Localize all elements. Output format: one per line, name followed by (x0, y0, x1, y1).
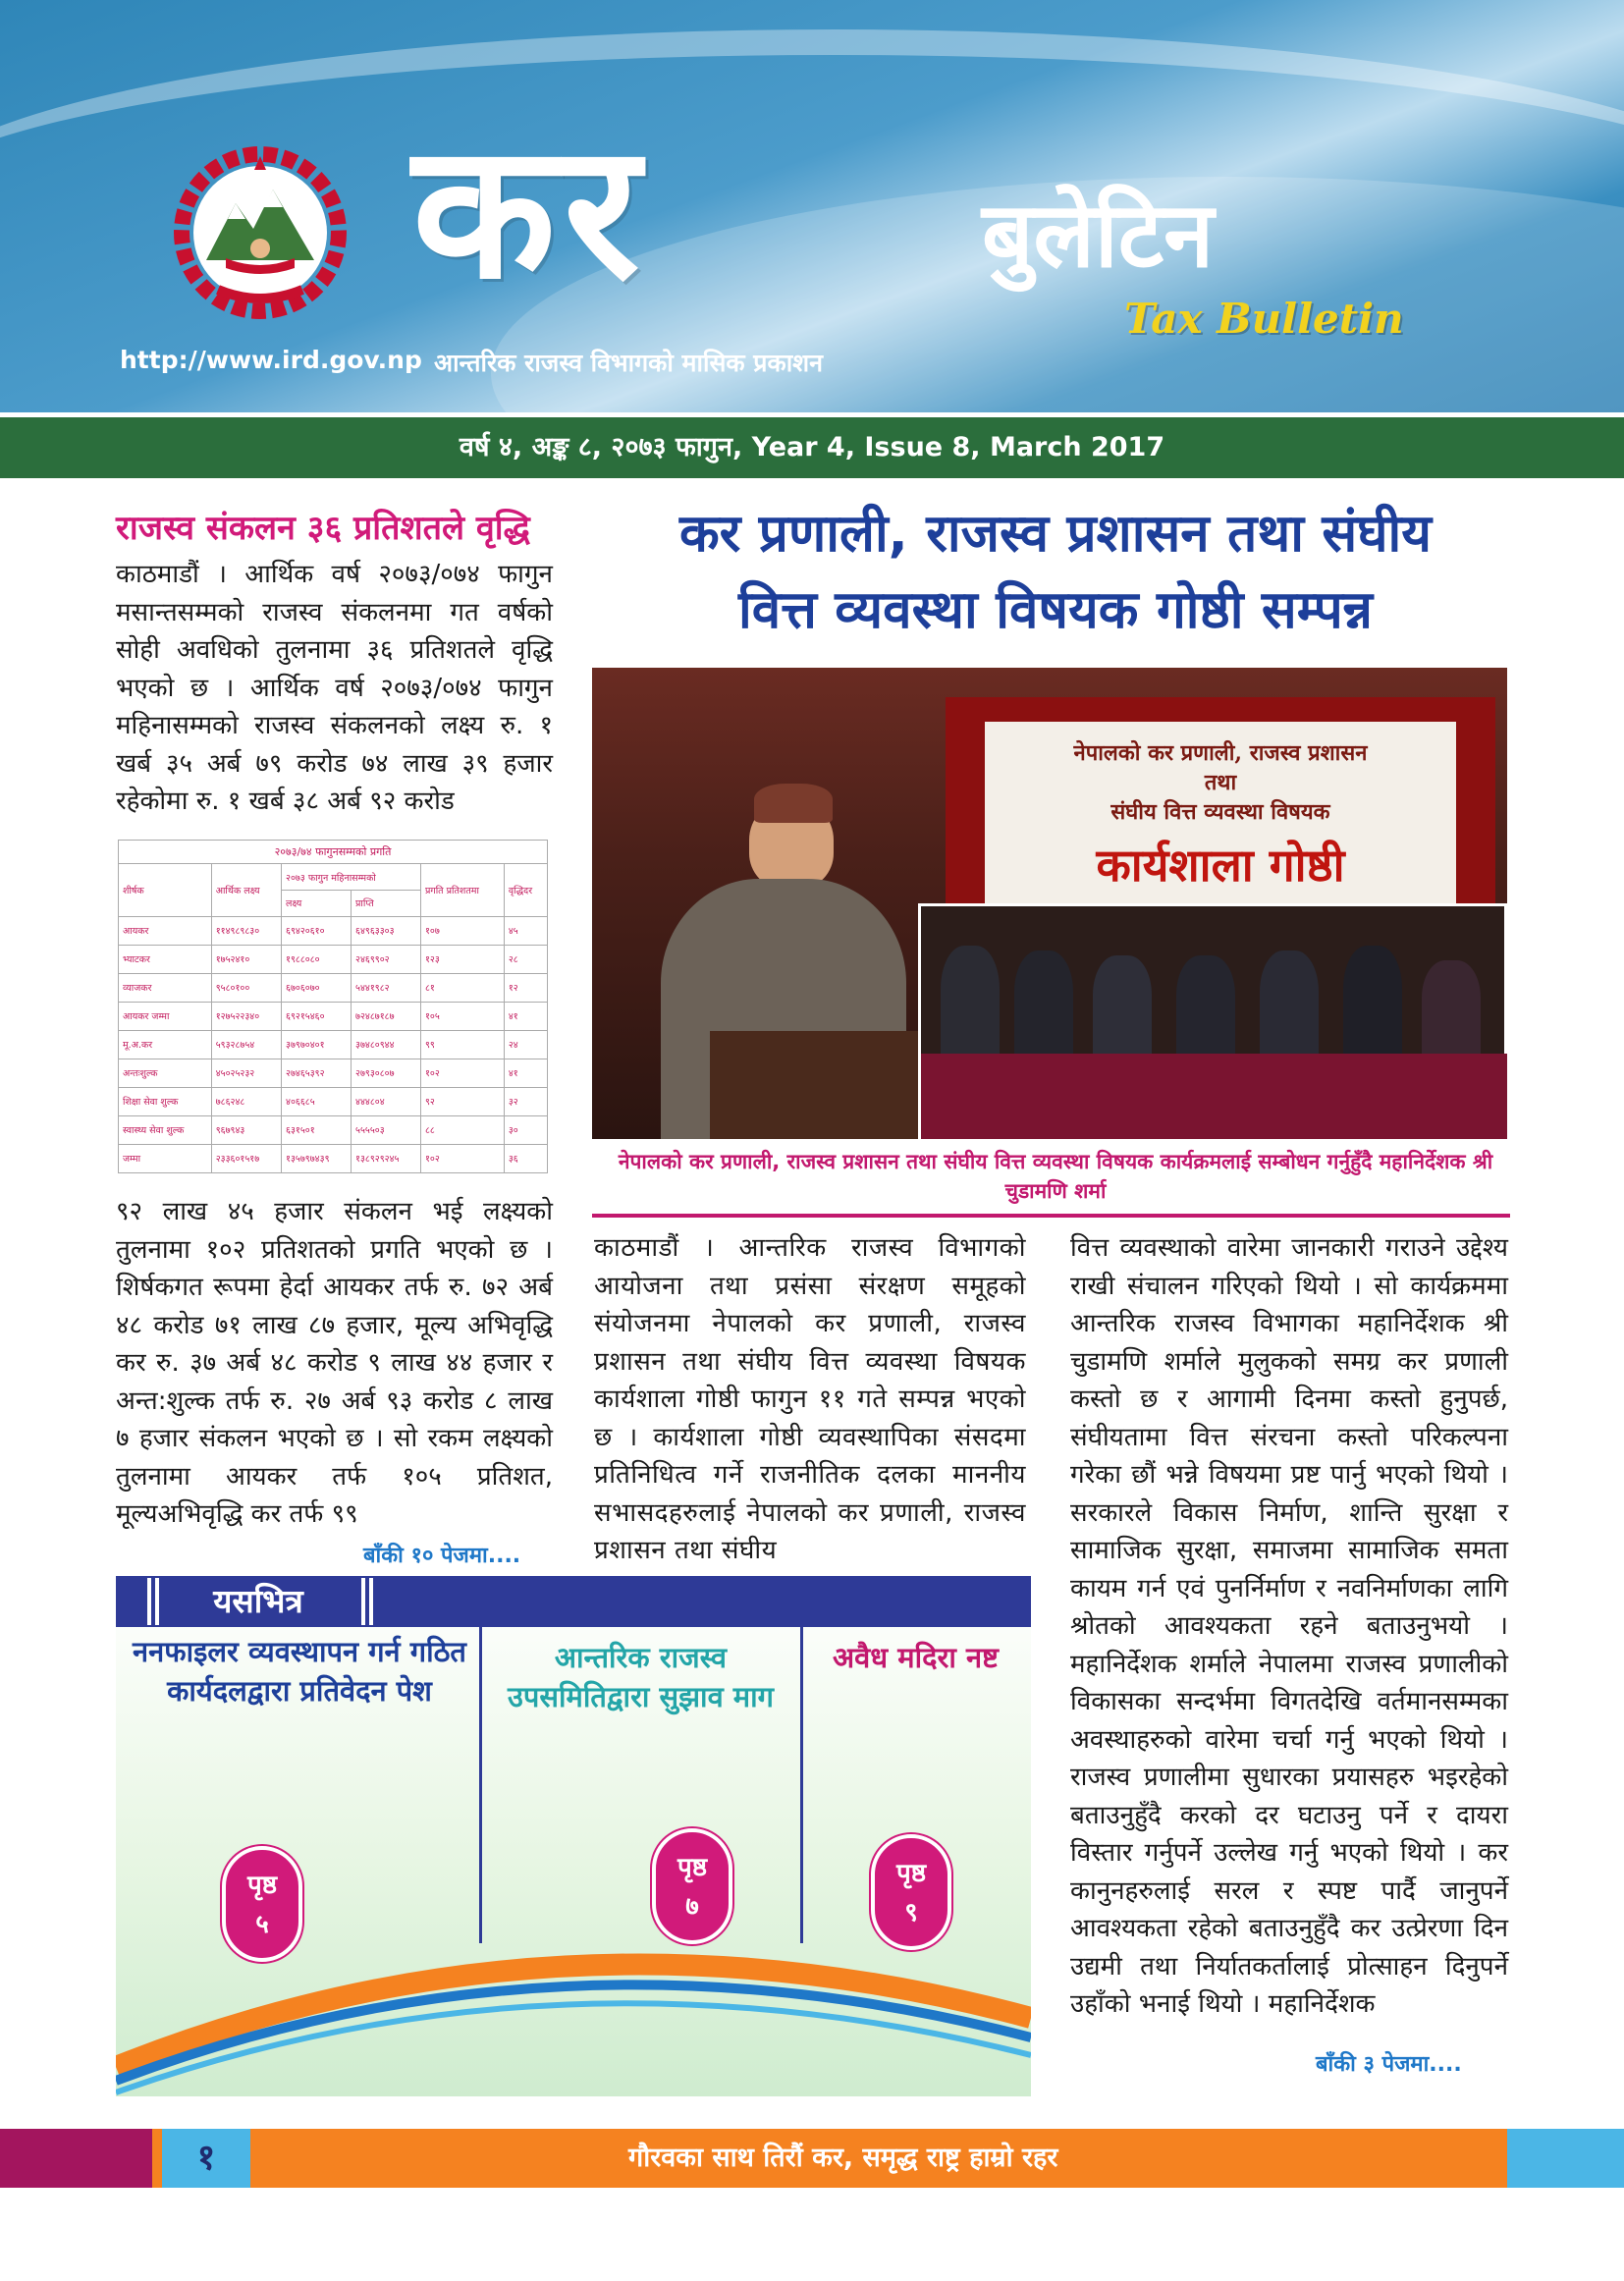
main-headline-line: वित्त व्यवस्था विषयक गोष्ठी सम्पन्न (738, 580, 1373, 640)
table-cell: १७५२४१० (211, 945, 281, 973)
table-cell: ८१ (420, 973, 504, 1002)
banner-line: तथा (1204, 770, 1237, 795)
banner-line: संघीय वित्त व्यवस्था विषयक (1110, 799, 1330, 825)
table-row (119, 1087, 548, 1115)
table-cell: १०२ (420, 1144, 504, 1172)
table-subheader: लक्ष्य (282, 891, 352, 917)
left-story-paragraph: ९२ लाख ४५ हजार संकलन भई लक्ष्यको तुलनामा १०२ प्रतिशतको प्रगति भएको छ । शिर्षकगत रूपमा हेर्दा आयकर तर्फ रु. ७२ अर्ब ४८ करोड ७१ लाख ८७ हजार, मूल्य अभिवृद्धि कर रु. ३७ अर्ब ४८ करोड ९ लाख ४४ हजार र अन्त:शुल्क तर्फ रु. २७ अर्ब ९३ करोड ८ लाख ७ हजार संकलन भएको छ । सो रकम लक्ष्यको तुलनामा आयकर तर्फ १०५ प्रतिशत, मूल्यअभिवृद्धि कर तर्फ ९९ (116, 1197, 553, 1529)
main-headline-line: कर प्रणाली, राजस्व प्रशासन तथा संघीय (678, 504, 1433, 564)
table-cell: ७२४८७१८७ (352, 1002, 421, 1030)
left-story-paragraph: काठमाडौं । आर्थिक वर्ष २०७३/०७४ फागुन मसान्तसम्मको राजस्व संकलनमा गत वर्षको सोही अवधिको तुलनामा ३६ प्रतिशतले वृद्धि भएको छ । आर्थिक वर्ष २०७३/०७४ फागुन महिनासम्मको राजस्व संकलनको लक्ष्य रु. १ खर्ब ३५ अर्ब ७९ करोड ७४ लाख ३९ हजार रहेकोमा रु. १ खर्ब ३८ अर्ब ९२ करोड (116, 560, 553, 816)
inset-photo (918, 903, 1507, 1139)
table-row (119, 945, 548, 973)
table-cell: ४४४८०४ (352, 1087, 421, 1115)
table-cell: २७४६५३९२ (282, 1059, 352, 1087)
nepal-emblem-icon (167, 142, 353, 319)
table-cell: १०२ (420, 1059, 504, 1087)
footer-accent (1507, 2129, 1624, 2188)
main-story-column: काठमाडौं । आन्तरिक राजस्व विभागको आयोजना तथा प्रसंसा संरक्षण समूहको संयोजनमा नेपालको कर प्रणाली, राजस्व प्रशासन तथा संघीय वित्त व्यवस्था विषयक कार्यशाला गोष्ठी फागुन ११ गते सम्पन्न भएको छ । कार्यशाला गोष्ठी व्यवस्थापिका संसदमा प्रतिनिधित्व गर्ने राजनीतिक दलका माननीय सभासदहरुलाई नेपालको कर प्रणाली, राजस्व प्रशासन तथा संघीय (594, 1233, 1026, 1565)
table-header: वृद्धिदर (504, 864, 547, 916)
table-cell: ८८ (420, 1115, 504, 1144)
table-cell: ३७४८०९४४ (352, 1030, 421, 1059)
table-row (119, 1144, 548, 1172)
banner-line: नेपालको कर प्रणाली, राजस्व प्रशासन (1073, 740, 1368, 766)
photo-caption: नेपालको कर प्रणाली, राजस्व प्रशासन तथा संघीय वित्त व्यवस्था विषयक कार्यक्रमलाई सम्बोधन गर्नुहुँदै महानिर्देशक श्री चुडामणि शर्मा (618, 1150, 1493, 1203)
attendee-figure (1260, 950, 1319, 1054)
head-table (921, 1054, 1507, 1139)
table-cell: ४१ (504, 1002, 547, 1030)
table-cell: जम्मा (119, 1144, 212, 1172)
table-cell: १०७ (420, 916, 504, 945)
table-cell: ४१ (504, 1059, 547, 1087)
footer-slogan: गौरवका साथ तिरौं कर, समृद्ध राष्ट्र हाम्रो रहर (628, 2143, 1058, 2173)
table-header: शीर्षक (119, 864, 212, 916)
table-cell: ६९४२०६१० (282, 916, 352, 945)
attendee-figure (1093, 955, 1152, 1054)
table-row (119, 1030, 548, 1059)
table-cell: ९५८०१०० (211, 973, 281, 1002)
table-cell: ७८६२४८ (211, 1087, 281, 1115)
footer-accent (0, 2129, 152, 2188)
page-badge-number: ७ (685, 1892, 699, 1922)
table-header: २०७३ फागुन महिनासम्मको (282, 864, 421, 891)
table-header: आर्थिक लक्ष्य (211, 864, 281, 916)
table-cell: ३६ (504, 1144, 547, 1172)
attendee-figure (1014, 950, 1073, 1054)
table-cell: स्वास्थ्य सेवा शुल्क (119, 1115, 212, 1144)
table-cell: १०५ (420, 1002, 504, 1030)
page-badge-label: पृष्ठ (246, 1871, 278, 1900)
table-cell: ४५०२५२३२ (211, 1059, 281, 1087)
table-header: प्रगति प्रतिशतमा (420, 864, 504, 916)
table-cell: भ्याटकर (119, 945, 212, 973)
contents-item-title[interactable]: अवैध मदिरा नष्ट (833, 1641, 999, 1674)
page-badge-number: ५ (255, 1910, 269, 1939)
table-cell: आयकर (119, 916, 212, 945)
contents-item-title[interactable]: ननफाइलर व्यवस्थापन गर्न गठित कार्यदलद्वारा प्रतिवेदन पेश (133, 1635, 466, 1708)
table-cell: ५९३२८७५४ (211, 1030, 281, 1059)
table-cell: १२ (504, 973, 547, 1002)
bulletin-title: कर (412, 101, 648, 320)
revenue-table (118, 840, 548, 1173)
attendee-figure (941, 946, 1000, 1054)
main-story-column: वित्त व्यवस्थाको वारेमा जानकारी गराउने उद्देश्य राखी संचालन गरिएको थियो । सो कार्यक्रममा आन्तरिक राजस्व विभागका महानिर्देशक श्री चुडामणि शर्माले मुलुकको समग्र कर प्रणाली कस्तो छ र आगामी दिनमा कस्तो हुनुपर्छ, संघीयतामा वित्त संरचना कस्तो परिकल्पना गरेका छौं भन्ने विषयमा प्रष्ट पार्नु भएको थियो । सरकारले विकास निर्माण, शान्ति सुरक्षा र सामाजिक सुरक्षा, समाजमा सामाजिक समता कायम गर्न एवं पुनर्निर्माण र नवनिर्माणका लागि श्रोतको आवश्यकता रहने बताउनुभयो । महानिर्देशक शर्माले नेपालमा राजस्व प्रणालीको विकासका सन्दर्भमा विगतदेखि वर्तमानसम्मका अवस्थाहरुको वारेमा चर्चा गर्नु भएको थियो । राजस्व प्रणालीमा सुधारका प्रयासहरु भइरहेको बताउनुहुँदै करको दर घटाउनु पर्ने र दायरा विस्तार गर्नुपर्ने उल्लेख गर्नु भएको थियो । कर कानुनहरुलाई सरल र स्पष्ट पार्दै जानुपर्ने आवश्यकता रहेको बताउनुहुँदै कर उत्प्रेरणा दिन उद्यमी तथा निर्यातकर्तालाई प्रोत्साहन दिनुपर्ने उहाँको भनाई थियो । महानिर्देशक (1070, 1233, 1508, 2019)
contents-item-title[interactable]: आन्तरिक राजस्व उपसमितिद्वारा सुझाव माग (508, 1641, 774, 1713)
podium (710, 1031, 926, 1139)
table-cell: १२७५२२३४० (211, 1002, 281, 1030)
table-cell: मू.अ.कर (119, 1030, 212, 1059)
speaker-cap (754, 784, 833, 823)
contents-label: यसभित्र (213, 1582, 303, 1620)
table-cell: १३५७९७४३९ (282, 1144, 352, 1172)
table-caption: २०७३/७४ फागुनसम्मको प्रगति (119, 841, 548, 864)
table-cell: ११४९८९८३० (211, 916, 281, 945)
table-cell: १२३ (420, 945, 504, 973)
table-cell: ६४९६३३०३ (352, 916, 421, 945)
divider (369, 1578, 373, 1625)
bulletin-title-english: Tax Bulletin (1124, 295, 1404, 343)
table-cell: शिक्षा सेवा शुल्क (119, 1087, 212, 1115)
page-badge-label: पृष्ठ (895, 1859, 927, 1888)
table-cell: १३८९२९२४५ (352, 1144, 421, 1172)
table-subheader: प्राप्ति (352, 891, 421, 917)
banner-line: कार्यशाला गोष्ठी (1096, 839, 1345, 892)
page-badge[interactable] (871, 1834, 951, 1950)
main-headline (589, 496, 1522, 653)
event-photo (592, 668, 1507, 1139)
table-body (119, 916, 548, 1172)
table-cell: ५४४१९८२ (352, 973, 421, 1002)
table-cell: व्याजकर (119, 973, 212, 1002)
table-row (119, 1059, 548, 1087)
table-row (119, 973, 548, 1002)
left-story-headline: राजस्व संकलन ३६ प्रतिशतले वृद्धि (116, 509, 530, 548)
table-cell: ६३१५०१ (282, 1115, 352, 1144)
table-cell: ३२ (504, 1087, 547, 1115)
continued-link[interactable]: बाँकी ३ पेजमा.... (1316, 2052, 1462, 2077)
table-cell: २८ (504, 945, 547, 973)
table-cell: ३७९७०४०१ (282, 1030, 352, 1059)
page-badge[interactable] (222, 1846, 302, 1962)
page-badge[interactable] (652, 1828, 732, 1944)
table-cell: ९६७९४३ (211, 1115, 281, 1144)
attendee-figure (1422, 960, 1481, 1054)
table-row (119, 1002, 548, 1030)
table-cell: २७९३०८०७ (352, 1059, 421, 1087)
table-cell: ६७०६०७० (282, 973, 352, 1002)
table-row (119, 916, 548, 945)
table-cell: २४ (504, 1030, 547, 1059)
attendee-figure (1343, 946, 1402, 1054)
divider (800, 1627, 803, 1943)
issue-bar: वर्ष ४, अङ्क ८, २०७३ फागुन, Year 4, Issue 8, March 2017 (0, 417, 1624, 478)
page-badge-number: ९ (904, 1898, 918, 1928)
table-cell: १९८८०८० (282, 945, 352, 973)
table-cell: अन्तःशुल्क (119, 1059, 212, 1087)
table-cell: ६९२१५४६० (282, 1002, 352, 1030)
divider (592, 1214, 1510, 1218)
table-cell: ९२ (420, 1087, 504, 1115)
table-cell: ३० (504, 1115, 547, 1144)
table-cell: ४५ (504, 916, 547, 945)
table-cell: ९९ (420, 1030, 504, 1059)
attendee-figure (1176, 955, 1235, 1054)
website-link[interactable]: http://www.ird.gov.np (120, 346, 422, 374)
page-number: १ (162, 2129, 250, 2188)
publisher-line: आन्तरिक राजस्व विभागको मासिक प्रकाशन (434, 349, 824, 377)
page-badge-label: पृष्ठ (677, 1853, 708, 1882)
table-cell: आयकर जम्मा (119, 1002, 212, 1030)
table-cell: २३३६०१५१७ (211, 1144, 281, 1172)
bulletin-subtitle: बुलेटिन (982, 183, 1215, 288)
table-cell: २४६९९०२ (352, 945, 421, 973)
continued-link[interactable]: बाँकी १० पेजमा.... (363, 1544, 521, 1568)
table-cell: ५५५५०३ (352, 1115, 421, 1144)
table-row (119, 1115, 548, 1144)
table-cell: ४०६६८५ (282, 1087, 352, 1115)
divider (479, 1627, 482, 1943)
